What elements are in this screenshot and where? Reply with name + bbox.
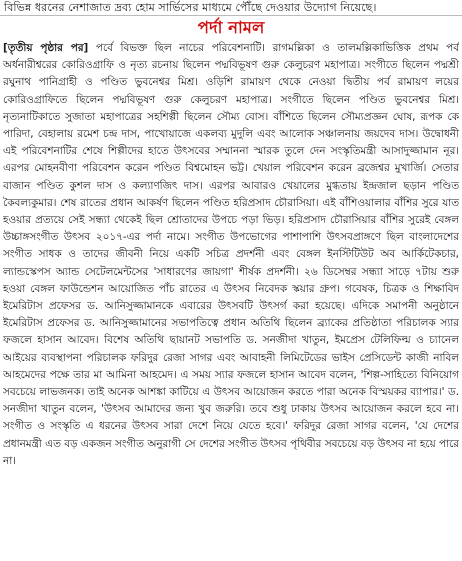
paragraph-text: পর্বে বিভক্ত ছিল নাচের পরিবেশনাটি। রাগমল্লিকা ও তালমল্লিকাভিত্তিক প্রথম পর্ব অর্ধনারীশ্বরের কোরিওগ্রাফি ও নৃত্য রচনায় ছিলেন পদ্মবিভূষণ গুরু কেলুচরণ মহাপাত্র। সংগীতে ছিলেন পদ্মশ্রী রঘুনাথ পানিগ্রাহী ও পণ্ডিত ভুবনেশ্বর মিশ্র। ওড়িশি রামায়ণ থেকে নেওয়া দ্বিতীয় পর্ব রামায়ণ লয়ের কোরিওগ্রাফিতে ছিলেন পদ্মবিভূষণ গুরু কেলুচরণ মহাপাত্র। সংগীতে ছিলেন পণ্ডিত ভুবনেশ্বর মিশ্র। নৃত্যনাটিকাতে সুজাতা মহাপাত্রের সহশিল্পী ছিলেন সৌম্য বোস। বাঁশিতে ছিলেন সৌম্যপ্রজ্ঞন ঘোষ, রূপক কে পারিদা, বেহালায় রমেশ চন্দ্র দাস, পাখোয়াজে একলব্য মুদুলি এবং আলোক সঞ্চালনায় জয়দেব দাস। উদ্বোধনী এই পরিবেশনাটির শেষে শিল্পীদের হাতে উৎসবের সম্মাননা স্মারক তুলে দেন সংস্কৃতিমন্ত্রী আসাদুজ্জামান নূর। এরপর মোহনবীণা পরিবেশন করেন পণ্ডিত বিশ্বমোহন ভট্ট। খেয়াল পরিবেশন করেন ব্রজেশ্বর মুখার্জি। সেতার বাজান পণ্ডিত কুশল দাস ও কল্যাণজিৎ দাস। এরপর আবারও খেয়ালের মুগ্ধতায় ইন্দ্রজাল ছড়ান পণ্ডিত কৈবল্যকুমার। শেষ রাতের প্রধান আকর্ষণ ছিলেন পণ্ডিত হরিপ্রসাদ চৌরাসিয়া। এই বাঁশিওয়ালার বাঁশির সুরে যাত হওয়ার প্রত্যয়ে সেই সন্ধ্যা থেকেই ছিল শ্রোতাদের উপচে পড়া ভিড়। হরিপ্রসাদ চৌরাসিয়ার বাঁশির সুরেই বেঙ্গল উচ্চাঙ্গসংগীত উৎসব ২০১৭-এর পর্দা নামে। সংগীত উপভোগের পাশাপাশি উৎসবপ্রাঙ্গণে ছিল বাংলাদেশের সংগীত সাধক ও তাদের জীবনী নিয়ে একটি সচিত্র প্রদর্শনী এবং বেঙ্গল ইনস্টিটিউট অব আর্কিটেকচার, ল্যান্ডস্কেপস অ্যান্ড সেটেলমেন্টসের 'সাধারণের জায়গা' শীর্ষক প্রদর্শনী। ২৬ ডিসেম্বর সন্ধ্যা সাড়ে ৭টায় শুরু হওয়া বেঙ্গল ফাউন্ডেশন আয়োজিত পাঁচ রাতের এ উৎসব নিবেদক স্কয়ার গ্রুপ। গবেষক, চিত্রক ও শিক্ষাবিদ ইমেরিটাস প্রফেসর ড. আনিসুজ্জামানকে এবারের উৎসবটি উৎসর্গ করা হয়েছে। এদিকে সমাপনী অনুষ্ঠানে ইমেরিটাস প্রফেসর ড. আনিসুজ্জামানের সভাপতিত্বে প্রধান অতিথি ছিলেন ব্র্যাকের প্রতিষ্ঠাতা পরিচালক স্যার ফজলে হাসান আবেদ। বিশেষ অতিথি ছায়ানট সভাপতি ড. সনজীদা খাতুন, ইমপ্রেস টেলিফিল্ম ও চ্যানেল আইয়ের ব্যবস্থাপনা পরিচালক ফরিদুর রেজা সাগর এবং আবাহনী লিমিটেডের ভাইস প্রেসিডেন্ট কাজী নাবিল আহমেদের পক্ষে তার মা আমিনা আহমেদ। এ সময় স্যার ফজলে হাসান আবেদ বলেন, 'শিল্প-সাহিত্যে বিনিয়োগ সবচেয়ে লাভজনক। তাই অনেক আশঙ্কা কাটিয়ে এ উৎসব আয়োজন করতে পারা অনেক বিস্ময়কর ব্যাপার।' ড. সনজীদা খাতুন বলেন, 'উৎসব আমাদের জন্য খুব জরুরি। তবে শুধু ঢাকায় উৎসব আয়োজন করলে হবে না। সংগীত ও সংস্কৃতি এ ধরনের উৎসব সারা দেশে নিয়ে যেতে হবে।' ফরিদুর রেজা সাগর বলেন, 'যে দেশের প্রধানমন্ত্রী এত বড় একজন সংগীত অনুরাগী সে দেশের সংগীত উৎসব পৃথিবীর সবচেয়ে বড় উৎসব না হয়ে পারে না। — [3, 42, 459, 467]
article-paragraph — [3, 40, 459, 470]
article-body — [3, 40, 459, 558]
article-headline: পর্দা নামল — [197, 18, 265, 37]
previous-article-tail: বিভিন্ন ধরনের নেশাজাত দ্রব্য হোম সার্ভিসের মাধ্যমে পৌঁছে দেওয়ার উদ্যোগ নিয়েছে। — [0, 0, 462, 16]
continued-from-label: [তৃতীয় পৃষ্ঠার পর] — [3, 42, 89, 54]
